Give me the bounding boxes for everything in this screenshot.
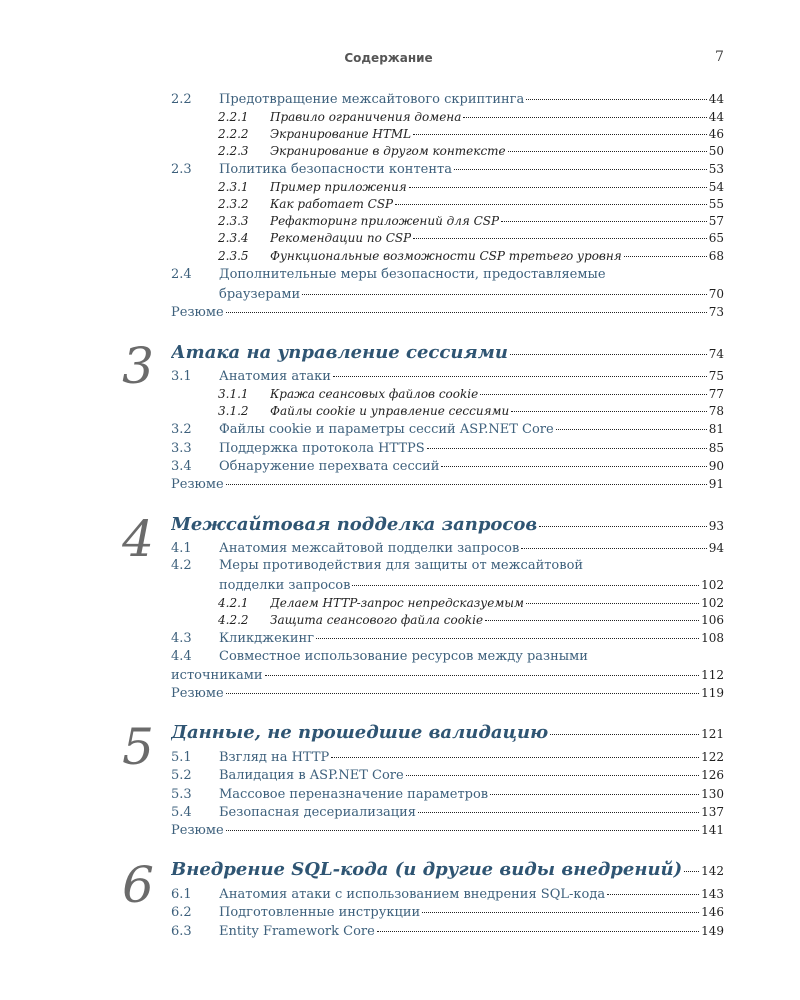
toc-entry-title: Entity Framework Core	[219, 924, 375, 939]
toc-entry-number: 2.4	[171, 267, 192, 282]
toc-entry-2-3-1[interactable]	[171, 178, 724, 196]
toc-entry-number: 5.2	[171, 768, 192, 783]
toc-entry-4-2[interactable]	[171, 557, 724, 575]
toc-chapter-4[interactable]	[171, 513, 724, 537]
toc-entry-page: 102	[701, 578, 724, 592]
leader-dots	[413, 134, 707, 135]
toc-entry-page: 90	[708, 459, 724, 473]
toc-entry-title: Массовое переназначение параметров	[219, 787, 489, 802]
toc-entry-number: 6.3	[171, 924, 192, 939]
leader-dots	[265, 675, 700, 676]
toc-entry-4-3[interactable]	[171, 629, 724, 647]
page-number: 7	[715, 49, 724, 65]
toc-entry-number: 2.3.1	[218, 180, 249, 194]
toc-entry-number: 4.1	[171, 541, 192, 556]
leader-dots	[463, 117, 706, 118]
toc-entry-3-1[interactable]	[171, 367, 724, 385]
leader-dots	[485, 620, 699, 621]
toc-entry-title: Резюме	[171, 823, 224, 838]
leader-dots	[521, 548, 706, 549]
toc-entry-page: 149	[701, 924, 724, 938]
toc-entry-3-3[interactable]	[171, 439, 724, 457]
toc-entry-page: 106	[701, 613, 724, 627]
toc-entry-title: Анатомия атаки	[219, 369, 331, 384]
toc-entry-title: Меры противодействия для защиты от межсайтовой	[219, 558, 584, 573]
toc-entry-number: 4.2.2	[218, 613, 249, 627]
toc-entry-number: 2.2.2	[218, 127, 249, 141]
leader-dots	[406, 775, 699, 776]
toc-entry-page: 73	[708, 305, 724, 319]
toc-entry-number: 2.3.4	[218, 231, 249, 245]
running-header-title: Содержание	[344, 51, 433, 65]
leader-dots	[422, 912, 699, 913]
chapter-title: Внедрение SQL-кода (и другие виды внедрений)	[171, 859, 683, 880]
toc-entry-title: Файлы cookie и параметры сессий ASP.NET Core	[219, 422, 554, 437]
chapter-number: 4	[122, 510, 154, 568]
toc-entry-title: источниками	[171, 668, 263, 683]
toc-entry-page: 54	[708, 180, 724, 194]
leader-dots	[607, 894, 699, 895]
toc-entry-title: Валидация в ASP.NET Core	[219, 768, 404, 783]
leader-dots	[454, 169, 707, 170]
toc-entry-6-2[interactable]	[171, 903, 724, 921]
toc-entry-2-3-3[interactable]	[171, 212, 724, 230]
toc-entry-title: Взгляд на HTTP	[219, 750, 330, 765]
toc-entry-title: Защита сеансового файла cookie	[270, 613, 484, 627]
toc-entry-title: Резюме	[171, 477, 224, 492]
toc-entry-summary-ch2[interactable]	[171, 303, 724, 321]
chapter-title: Атака на управление сессиями	[171, 342, 508, 363]
toc-entry-page: 55	[708, 197, 724, 211]
leader-dots	[302, 294, 707, 295]
toc-entry-title: Экранирование в другом контексте	[270, 144, 506, 158]
leader-dots	[490, 794, 699, 795]
toc-entry-page: 141	[701, 823, 724, 837]
toc-entry-title: браузерами	[219, 287, 301, 302]
toc-entry-5-3[interactable]	[171, 785, 724, 803]
toc-entry-page: 112	[701, 668, 724, 682]
toc-entry-2-2[interactable]	[171, 90, 724, 108]
toc-entry-title: Поддержка протокола HTTPS	[219, 441, 425, 456]
toc-entry-title: Правило ограничения домена	[270, 110, 462, 124]
toc-entry-4-2-continued[interactable]	[171, 576, 724, 594]
chapter-title: Данные, не прошедшие валидацию	[171, 722, 549, 743]
toc-entry-page: 94	[708, 541, 724, 555]
toc-entry-2-2-1[interactable]	[171, 108, 724, 126]
leader-dots	[510, 354, 707, 355]
leader-dots	[508, 151, 707, 152]
toc-entry-2-2-2[interactable]	[171, 125, 724, 143]
leader-dots	[427, 448, 707, 449]
toc-entry-title: Дополнительные меры безопасности, предоставляемые	[219, 267, 606, 282]
toc-entry-page: 102	[701, 596, 724, 610]
toc-entry-page: 91	[708, 477, 724, 491]
toc-entry-title: Предотвращение межсайтового скриптинга	[219, 92, 525, 107]
toc-entry-title: Анатомия атаки с использованием внедрения SQL-кода	[219, 887, 606, 902]
toc-entry-number: 2.2.1	[218, 110, 249, 124]
toc-entry-page: 46	[708, 127, 724, 141]
leader-dots	[226, 830, 699, 831]
leader-dots	[556, 429, 707, 430]
toc-entry-page: 68	[708, 249, 724, 263]
toc-entry-title: Экранирование HTML	[270, 127, 412, 141]
leader-dots	[226, 693, 699, 694]
toc-entry-number: 2.3.5	[218, 249, 249, 263]
leader-dots	[226, 484, 707, 485]
toc-entry-page: 146	[701, 905, 724, 919]
toc-entry-number: 3.3	[171, 441, 192, 456]
toc-entry-page: 142	[701, 864, 724, 878]
toc-entry-title: Кликджекинг	[219, 631, 315, 646]
toc-entry-title: Пример приложения	[270, 180, 407, 194]
leader-dots	[550, 734, 699, 735]
toc-entry-2-3-2[interactable]	[171, 195, 724, 213]
leader-dots	[377, 931, 699, 932]
toc-entry-4-4[interactable]	[171, 648, 724, 666]
leader-dots	[441, 466, 706, 467]
toc-entry-title: Резюме	[171, 305, 224, 320]
toc-entry-number: 4.2.1	[218, 596, 249, 610]
toc-entry-page: 75	[708, 369, 724, 383]
toc-entry-page: 53	[708, 162, 724, 176]
leader-dots	[539, 526, 707, 527]
toc-entry-page: 137	[701, 805, 724, 819]
toc-entry-title: Рекомендации по CSP	[270, 231, 412, 245]
toc-entry-page: 93	[708, 519, 724, 533]
toc-entry-3-4[interactable]	[171, 457, 724, 475]
toc-entry-page: 57	[708, 214, 724, 228]
toc-entry-number: 3.1.1	[218, 387, 249, 401]
toc-entry-page: 70	[708, 287, 724, 301]
toc-entry-5-1[interactable]	[171, 748, 724, 766]
toc-entry-page: 130	[701, 787, 724, 801]
toc-entry-number: 3.1	[171, 369, 192, 384]
leader-dots	[501, 221, 707, 222]
toc-entry-number: 5.1	[171, 750, 192, 765]
toc-entry-5-4[interactable]	[171, 803, 724, 821]
toc-entry-number: 3.4	[171, 459, 192, 474]
toc-entry-summary-ch5[interactable]	[171, 821, 724, 839]
toc-entry-number: 4.3	[171, 631, 192, 646]
toc-entry-number: 2.2.3	[218, 144, 249, 158]
toc-entry-title: Функциональные возможности CSP третьего уровня	[270, 249, 622, 263]
toc-entry-title: Политика безопасности контента	[219, 162, 452, 177]
toc-entry-2-3-4[interactable]	[171, 229, 724, 247]
toc-entry-page: 126	[701, 768, 724, 782]
toc-entry-title: Анатомия межсайтовой подделки запросов	[219, 541, 520, 556]
toc-entry-number: 2.3.3	[218, 214, 249, 228]
toc-entry-title: Подготовленные инструкции	[219, 905, 421, 920]
toc-entry-page: 85	[708, 441, 724, 455]
chapter-number: 6	[122, 856, 154, 914]
toc-entry-page: 78	[708, 404, 724, 418]
toc-entry-summary-ch4[interactable]	[171, 684, 724, 702]
toc-entry-5-2[interactable]	[171, 766, 724, 784]
toc-entry-page: 108	[701, 631, 724, 645]
toc-entry-3-1-2[interactable]	[171, 402, 724, 420]
leader-dots	[526, 603, 699, 604]
toc-entry-title: Обнаружение перехвата сессий	[219, 459, 440, 474]
toc-entry-title: Резюме	[171, 686, 224, 701]
toc-entry-page: 81	[708, 422, 724, 436]
toc-entry-title: Файлы cookie и управление сессиями	[270, 404, 510, 418]
leader-dots	[409, 187, 707, 188]
toc-entry-title: Делаем HTTP-запрос непредсказуемым	[270, 596, 524, 610]
toc-chapter-3[interactable]	[171, 341, 724, 365]
toc-entry-2-2-3[interactable]	[171, 142, 724, 160]
chapter-number: 3	[122, 337, 154, 395]
toc-entry-page: 119	[701, 686, 724, 700]
toc-entry-6-1[interactable]	[171, 885, 724, 903]
toc-entry-title: Рефакторинг приложений для CSP	[270, 214, 500, 228]
leader-dots	[418, 812, 699, 813]
toc-entry-page: 121	[701, 727, 724, 741]
toc-entry-title: Кража сеансовых файлов cookie	[270, 387, 479, 401]
toc-entry-page: 50	[708, 144, 724, 158]
toc-entry-4-1[interactable]	[171, 539, 724, 557]
toc-entry-4-2-2[interactable]	[171, 611, 724, 629]
leader-dots	[395, 204, 707, 205]
leader-dots	[352, 585, 699, 586]
toc-entry-number: 2.3.2	[218, 197, 249, 211]
toc-entry-3-1-1[interactable]	[171, 385, 724, 403]
toc-entry-number: 3.2	[171, 422, 192, 437]
toc-entry-number: 4.2	[171, 558, 192, 573]
toc-entry-number: 2.3	[171, 162, 192, 177]
leader-dots	[480, 394, 707, 395]
toc-entry-page: 122	[701, 750, 724, 764]
toc-entry-4-4-continued[interactable]	[171, 666, 724, 684]
toc-entry-3-2[interactable]	[171, 420, 724, 438]
toc-entry-2-4-continued[interactable]	[171, 285, 724, 303]
toc-entry-title: подделки запросов	[219, 578, 351, 593]
toc-entry-page: 44	[708, 110, 724, 124]
chapter-number: 5	[122, 718, 154, 776]
toc-entry-title: Совместное использование ресурсов между разными	[219, 649, 588, 664]
toc-entry-page: 74	[708, 347, 724, 361]
leader-dots	[226, 312, 707, 313]
leader-dots	[511, 411, 706, 412]
toc-entry-number: 5.4	[171, 805, 192, 820]
chapter-title: Межсайтовая подделка запросов	[171, 514, 538, 535]
toc-entry-page: 143	[701, 887, 724, 901]
toc-chapter-6[interactable]	[171, 858, 724, 882]
toc-entry-number: 6.2	[171, 905, 192, 920]
toc-entry-page: 77	[708, 387, 724, 401]
toc-entry-2-3[interactable]	[171, 160, 724, 178]
leader-dots	[624, 256, 707, 257]
leader-dots	[331, 757, 699, 758]
toc-entry-number: 4.4	[171, 649, 192, 664]
toc-entry-number: 6.1	[171, 887, 192, 902]
leader-dots	[684, 871, 699, 872]
toc-entry-page: 44	[708, 92, 724, 106]
toc-entry-number: 2.2	[171, 92, 192, 107]
toc-entry-summary-ch3[interactable]	[171, 475, 724, 493]
toc-chapter-5[interactable]	[171, 721, 724, 745]
toc-entry-6-3[interactable]	[171, 922, 724, 940]
leader-dots	[526, 99, 706, 100]
toc-entry-2-4[interactable]	[171, 266, 724, 284]
toc-entry-title: Безопасная десериализация	[219, 805, 417, 820]
leader-dots	[333, 376, 707, 377]
toc-entry-page: 65	[708, 231, 724, 245]
toc-entry-4-2-1[interactable]	[171, 594, 724, 612]
toc-entry-title: Как работает CSP	[270, 197, 394, 211]
toc-entry-number: 3.1.2	[218, 404, 249, 418]
toc-entry-2-3-5[interactable]	[171, 247, 724, 265]
leader-dots	[413, 238, 707, 239]
leader-dots	[316, 638, 699, 639]
toc-entry-number: 5.3	[171, 787, 192, 802]
